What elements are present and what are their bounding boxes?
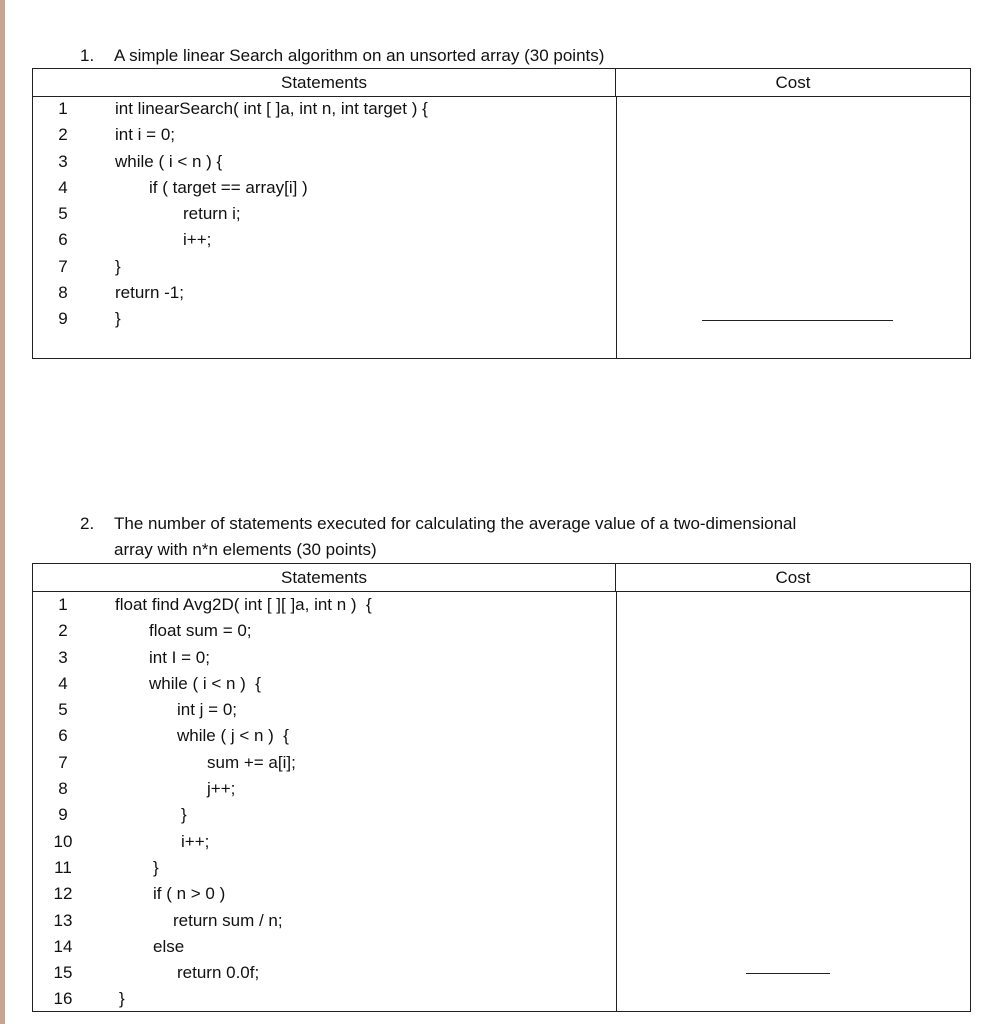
code-line [33, 802, 616, 828]
line-number: 1 [58, 595, 68, 614]
line-number: 8 [58, 283, 68, 303]
code-text: return i; [183, 204, 241, 224]
code-line [33, 306, 616, 332]
code-text: } [115, 309, 121, 329]
code-line [33, 829, 616, 855]
line-number: 6 [58, 726, 68, 746]
code-text: j++; [207, 779, 236, 799]
code-line [33, 697, 616, 723]
line-number: 6 [58, 230, 68, 250]
line-number: 9 [58, 805, 68, 825]
question-2-title [80, 511, 960, 563]
line-number: 9 [58, 309, 68, 329]
question-1-table [32, 68, 971, 359]
cost-answer-blank[interactable] [702, 320, 893, 321]
table-header [33, 69, 970, 97]
code-text: while ( i < n ) { [115, 151, 223, 171]
line-number: 13 [53, 910, 73, 930]
code-text: int i = 0; [115, 125, 176, 145]
code-line [33, 934, 616, 960]
line-number: 3 [58, 647, 68, 667]
code-line [33, 671, 616, 697]
code-text: while ( i < n ) { [149, 673, 261, 693]
code-lines [33, 96, 616, 333]
code-line [33, 723, 616, 749]
code-text: } [181, 805, 187, 825]
code-line [33, 618, 616, 644]
statements-header: Statements [33, 69, 616, 96]
line-number: 1 [58, 99, 68, 118]
code-line [33, 122, 616, 148]
line-number: 7 [58, 256, 68, 276]
code-line [33, 881, 616, 907]
question-1-number: 1. [80, 46, 95, 65]
line-number: 2 [58, 125, 68, 145]
line-number: 8 [58, 779, 68, 799]
cost-answer-blank[interactable] [746, 973, 830, 974]
code-line [33, 175, 616, 201]
code-line [33, 149, 616, 175]
line-number: 11 [54, 857, 72, 877]
line-number: 16 [53, 989, 73, 1009]
code-line [33, 280, 616, 306]
code-line [33, 201, 616, 227]
line-number: 3 [58, 151, 68, 171]
code-line [33, 776, 616, 802]
code-line [33, 750, 616, 776]
line-number: 12 [53, 884, 73, 904]
code-text: if ( n > 0 ) [153, 884, 226, 904]
line-number: 5 [58, 700, 68, 720]
column-divider [616, 591, 617, 1011]
left-edge-strip [0, 0, 5, 1024]
code-text: sum += a[i]; [207, 752, 296, 772]
code-text: return sum / n; [173, 910, 283, 930]
column-divider [616, 96, 617, 358]
code-line [33, 645, 616, 671]
code-text: } [119, 989, 125, 1009]
code-line [33, 592, 616, 618]
question-2-number: 2. [80, 514, 95, 533]
cost-header: Cost [775, 568, 811, 587]
code-text: while ( j < n ) { [177, 726, 289, 746]
statements-header: Statements [33, 564, 616, 591]
code-text: int j = 0; [177, 700, 238, 720]
line-number: 10 [53, 831, 73, 851]
code-line [33, 908, 616, 934]
line-number: 2 [58, 621, 68, 641]
code-text: float sum = 0; [149, 621, 252, 641]
line-number: 14 [53, 936, 73, 956]
code-text: i++; [181, 831, 210, 851]
table-header [33, 564, 970, 592]
question-2-text-line-1: The number of statements executed for calculating the average value of a two-dimensional [114, 514, 797, 533]
line-number: 4 [58, 177, 68, 197]
question-1-text: A simple linear Search algorithm on an unsorted array (30 points) [114, 46, 605, 65]
code-text: if ( target == array[i] ) [149, 177, 308, 197]
line-number: 5 [58, 204, 68, 224]
cost-header: Cost [775, 73, 811, 92]
question-2-text-line-2: array with n*n elements (30 points) [114, 540, 377, 559]
line-number: 15 [53, 963, 73, 983]
code-lines [33, 592, 616, 1013]
line-number: 7 [58, 752, 68, 772]
code-text: int I = 0; [149, 647, 210, 667]
code-line [33, 986, 616, 1012]
question-1-title [80, 43, 960, 69]
code-text: else [153, 936, 185, 956]
code-line [33, 254, 616, 280]
code-text: } [115, 256, 121, 276]
code-line [33, 960, 616, 986]
code-line [33, 855, 616, 881]
code-line [33, 96, 616, 122]
code-text: } [153, 857, 159, 877]
code-line [33, 227, 616, 253]
code-text: i++; [183, 230, 212, 250]
line-number: 4 [58, 673, 68, 693]
code-text: return 0.0f; [177, 963, 260, 983]
question-2-table [32, 563, 971, 1012]
code-text: float find Avg2D( int [ ][ ]a, int n ) { [115, 595, 372, 614]
code-text: return -1; [115, 283, 184, 303]
code-text: int linearSearch( int [ ]a, int n, int target ) { [115, 99, 428, 118]
